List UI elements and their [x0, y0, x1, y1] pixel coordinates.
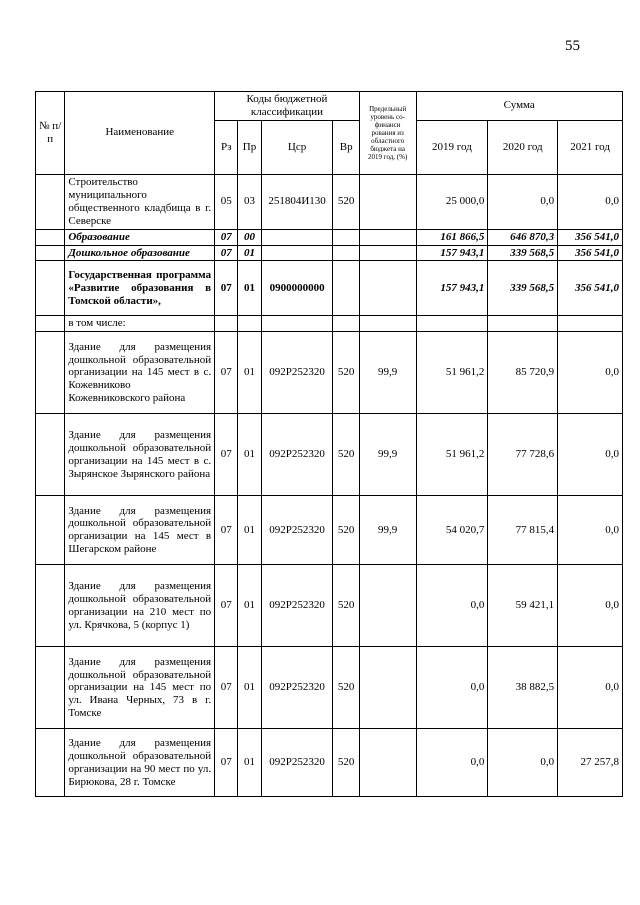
- cell-vr: [333, 316, 359, 332]
- cell-rz: 07: [215, 332, 238, 414]
- cell-num: [36, 729, 65, 797]
- cell-csr: 092P252320: [261, 729, 333, 797]
- cell-2020: 77 815,4: [488, 496, 558, 565]
- cell-csr: [261, 229, 333, 245]
- cell-vr: 520: [333, 496, 359, 565]
- table-row: [36, 245, 623, 261]
- cell-2021: 27 257,8: [558, 729, 623, 797]
- cell-2021: 356 541,0: [558, 229, 623, 245]
- cell-rz: 07: [215, 245, 238, 261]
- cell-pr: 01: [238, 729, 261, 797]
- cell-limit: 99,9: [359, 496, 416, 565]
- cell-csr: [261, 245, 333, 261]
- cell-num: [36, 414, 65, 496]
- cell-num: [36, 565, 65, 647]
- cell-vr: 520: [333, 332, 359, 414]
- table-row: [36, 647, 623, 729]
- table-row: [36, 332, 623, 414]
- cell-2021: 0,0: [558, 332, 623, 414]
- cell-2019: 0,0: [416, 565, 488, 647]
- cell-2019: 0,0: [416, 729, 488, 797]
- cell-rz: 07: [215, 229, 238, 245]
- cell-limit: [359, 229, 416, 245]
- header-2021: 2021 год: [558, 120, 623, 174]
- cell-csr: 251804И130: [261, 174, 333, 229]
- cell-pr: 01: [238, 414, 261, 496]
- header-num: № п/п: [36, 92, 65, 175]
- cell-pr: 01: [238, 496, 261, 565]
- page-number: 55: [565, 38, 580, 54]
- table-row: [36, 229, 623, 245]
- cell-2020: 339 568,5: [488, 261, 558, 316]
- cell-pr: 01: [238, 565, 261, 647]
- cell-2020: 59 421,1: [488, 565, 558, 647]
- cell-2019: 161 866,5: [416, 229, 488, 245]
- cell-2020: 85 720,9: [488, 332, 558, 414]
- cell-csr: 0900000000: [261, 261, 333, 316]
- cell-num: [36, 261, 65, 316]
- cell-2019: 51 961,2: [416, 332, 488, 414]
- cell-2021: 0,0: [558, 414, 623, 496]
- cell-2021: 356 541,0: [558, 261, 623, 316]
- header-rz: Рз: [215, 120, 238, 174]
- cell-pr: 01: [238, 261, 261, 316]
- cell-limit: [359, 245, 416, 261]
- cell-2020: 646 870,3: [488, 229, 558, 245]
- cell-rz: 07: [215, 729, 238, 797]
- cell-name: в том числе:: [65, 316, 215, 332]
- cell-2020: 339 568,5: [488, 245, 558, 261]
- cell-name: Дошкольное образование: [65, 245, 215, 261]
- cell-vr: 520: [333, 174, 359, 229]
- cell-2019: 51 961,2: [416, 414, 488, 496]
- cell-pr: 01: [238, 647, 261, 729]
- header-csr: Цср: [261, 120, 333, 174]
- cell-num: [36, 647, 65, 729]
- header-name: Наименование: [65, 92, 215, 175]
- header-2019: 2019 год: [416, 120, 488, 174]
- cell-vr: 520: [333, 729, 359, 797]
- cell-pr: 01: [238, 332, 261, 414]
- cell-name: Здание для размещения дошкольной образовательной организации на 210 мест по ул. Крячкова, 5 (корпус 1): [65, 565, 215, 647]
- cell-csr: 092P252320: [261, 496, 333, 565]
- cell-num: [36, 174, 65, 229]
- header-codes: Коды бюджетной классификации: [215, 92, 360, 121]
- cell-csr: 092P252320: [261, 332, 333, 414]
- cell-num: [36, 332, 65, 414]
- cell-pr: 01: [238, 245, 261, 261]
- cell-limit: [359, 174, 416, 229]
- cell-2019: 157 943,1: [416, 261, 488, 316]
- header-2020: 2020 год: [488, 120, 558, 174]
- cell-pr: [238, 316, 261, 332]
- cell-name: Строительство муниципального общественного кладбища в г. Северске: [65, 174, 215, 229]
- table-row: [36, 565, 623, 647]
- header-vr: Вр: [333, 120, 359, 174]
- header-sum: Сумма: [416, 92, 623, 121]
- table-row: [36, 729, 623, 797]
- cell-vr: 520: [333, 414, 359, 496]
- cell-num: [36, 245, 65, 261]
- cell-rz: 05: [215, 174, 238, 229]
- cell-2020: 38 882,5: [488, 647, 558, 729]
- header-limit: Предельный уровень со-финанси рования из областного бюджета на 2019 год, (%): [359, 92, 416, 175]
- cell-name: Здание для размещения дошкольной образовательной организации на 145 мест по ул. Ивана Черных, 73 в г. Томске: [65, 647, 215, 729]
- cell-num: [36, 496, 65, 565]
- cell-csr: 092P252320: [261, 647, 333, 729]
- cell-2021: 0,0: [558, 565, 623, 647]
- budget-table: [35, 91, 623, 797]
- table-row: [36, 174, 623, 229]
- cell-2019: 54 020,7: [416, 496, 488, 565]
- cell-csr: 092P252320: [261, 414, 333, 496]
- cell-name: Здание для размещения дошкольной образовательной организации на 145 мест в с. Зырянское Зырянского района: [65, 414, 215, 496]
- cell-limit: [359, 261, 416, 316]
- cell-vr: 520: [333, 647, 359, 729]
- cell-vr: 520: [333, 565, 359, 647]
- cell-pr: 03: [238, 174, 261, 229]
- cell-2021: [558, 316, 623, 332]
- cell-2019: 25 000,0: [416, 174, 488, 229]
- cell-2019: 157 943,1: [416, 245, 488, 261]
- cell-rz: 07: [215, 261, 238, 316]
- table-row: [36, 414, 623, 496]
- cell-2021: 0,0: [558, 174, 623, 229]
- cell-limit: [359, 647, 416, 729]
- cell-name: Образование: [65, 229, 215, 245]
- cell-num: [36, 316, 65, 332]
- cell-vr: [333, 229, 359, 245]
- cell-rz: 07: [215, 647, 238, 729]
- cell-vr: [333, 261, 359, 316]
- cell-name: Государственная программа «Развитие образования в Томской области»,: [65, 261, 215, 316]
- cell-2021: 356 541,0: [558, 245, 623, 261]
- cell-2021: 0,0: [558, 496, 623, 565]
- cell-name: Здание для размещения дошкольной образовательной организации на 145 мест в Шегарском районе: [65, 496, 215, 565]
- table-row: [36, 496, 623, 565]
- table-row: [36, 316, 623, 332]
- cell-csr: [261, 316, 333, 332]
- cell-2021: 0,0: [558, 647, 623, 729]
- cell-2020: 77 728,6: [488, 414, 558, 496]
- cell-limit: [359, 316, 416, 332]
- cell-2020: 0,0: [488, 729, 558, 797]
- cell-limit: 99,9: [359, 414, 416, 496]
- cell-2020: [488, 316, 558, 332]
- cell-name: Здание для размещения дошкольной образовательной организации на 145 мест в с. Кожевниково Кожевниковского района: [65, 332, 215, 414]
- cell-pr: 00: [238, 229, 261, 245]
- cell-2020: 0,0: [488, 174, 558, 229]
- cell-num: [36, 229, 65, 245]
- cell-2019: 0,0: [416, 647, 488, 729]
- cell-csr: 092P252320: [261, 565, 333, 647]
- cell-rz: 07: [215, 414, 238, 496]
- cell-2019: [416, 316, 488, 332]
- cell-vr: [333, 245, 359, 261]
- cell-limit: [359, 565, 416, 647]
- cell-rz: [215, 316, 238, 332]
- cell-limit: 99,9: [359, 332, 416, 414]
- header-pr: Пр: [238, 120, 261, 174]
- table-row: [36, 261, 623, 316]
- cell-name: Здание для размещения дошкольной образовательной организации на 90 мест по ул. Бирюкова, 28 г. Томске: [65, 729, 215, 797]
- cell-rz: 07: [215, 565, 238, 647]
- cell-limit: [359, 729, 416, 797]
- cell-rz: 07: [215, 496, 238, 565]
